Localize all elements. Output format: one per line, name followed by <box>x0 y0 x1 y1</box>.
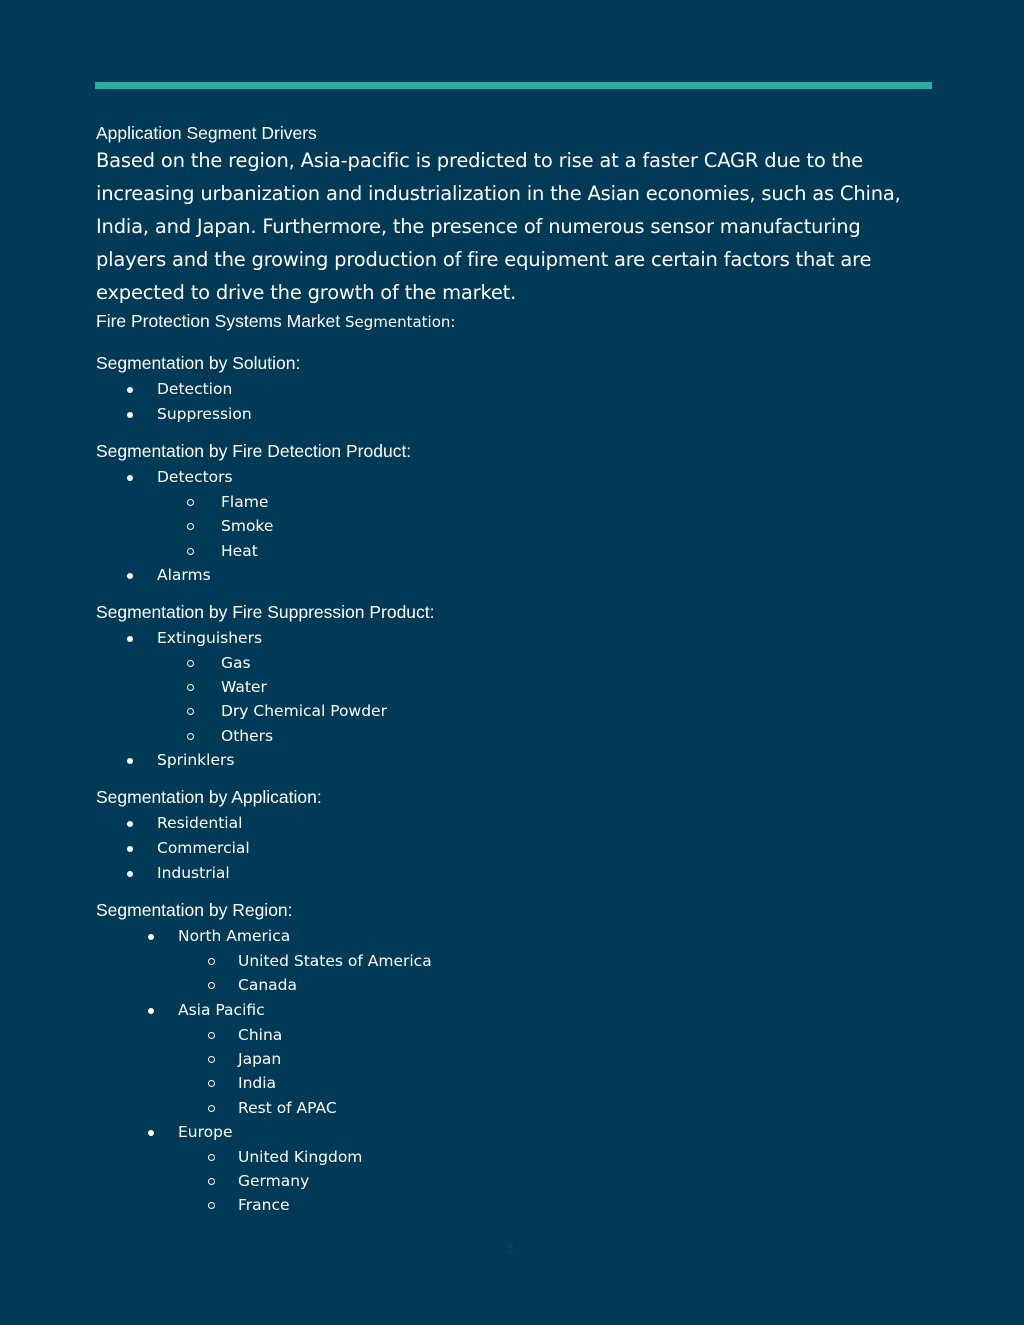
list-item <box>96 1120 936 1218</box>
list-item-label: Commercial <box>157 839 250 858</box>
segmentation-group <box>96 601 936 786</box>
sub-list-item <box>96 514 936 538</box>
sub-list-item <box>96 699 936 723</box>
sub-list-item-label: China <box>238 1025 283 1044</box>
body-paragraph: Based on the region, Asia-pacific is predicted to rise at a faster CAGR due to the increasing urbanization and industrialization in the Asian economies, such as China, India, and Japan. Furthermore, the presence of numerous sensor manufacturing players and the growing production of fire equipment are certain factors that are expected to drive the growth of the market. <box>96 149 901 304</box>
circle-bullet-icon <box>208 1178 215 1185</box>
segmentation-intro-main: Fire Protection Systems Market <box>96 311 341 331</box>
segmentation-intro <box>96 309 936 334</box>
sub-list-item-label: United Kingdom <box>238 1147 363 1166</box>
group-title: Segmentation by Fire Suppression Product: <box>96 601 435 622</box>
sub-list-item <box>96 1023 936 1047</box>
group-title: Segmentation by Fire Detection Product: <box>96 441 412 461</box>
sub-list-item <box>96 1047 936 1071</box>
list-item <box>96 563 936 588</box>
list-item <box>96 748 936 773</box>
circle-bullet-icon <box>208 1154 215 1161</box>
list-item-label: Extinguishers <box>157 628 263 647</box>
list-item <box>96 836 936 861</box>
bullet-list <box>96 377 936 427</box>
list-item <box>96 377 936 402</box>
list-item <box>96 924 936 998</box>
bullet-list <box>96 626 936 773</box>
sub-list-item-label: Rest of APAC <box>238 1098 337 1117</box>
bullet-icon <box>127 871 133 877</box>
sub-list <box>178 1023 936 1120</box>
circle-bullet-icon <box>208 982 215 989</box>
list-item <box>96 998 936 1120</box>
sub-list-item <box>96 1193 936 1217</box>
sub-list <box>157 490 936 563</box>
sub-list-item <box>96 949 936 973</box>
bullet-icon <box>127 387 133 393</box>
circle-bullet-icon <box>187 684 194 691</box>
bullet-icon <box>148 1130 154 1136</box>
sub-list-item-label: United States of America <box>238 952 432 971</box>
sub-list-item-label: Smoke <box>221 517 274 536</box>
sub-list-item-label: Germany <box>238 1172 310 1191</box>
sub-list-item-label: France <box>238 1196 290 1215</box>
page-number: 3 <box>505 1241 514 1257</box>
list-item-label: Detectors <box>157 468 233 486</box>
list-item-label: Europe <box>178 1122 233 1141</box>
bullet-list <box>96 811 936 886</box>
circle-bullet-icon <box>208 958 215 965</box>
circle-bullet-icon <box>208 1032 215 1039</box>
list-item <box>96 811 936 836</box>
sub-list-item-label: Canada <box>238 976 297 995</box>
sub-list-item <box>96 651 936 675</box>
bullet-list <box>96 465 936 588</box>
sub-list-item-label: Japan <box>238 1049 282 1068</box>
bullet-icon <box>127 573 133 579</box>
header-rule <box>95 82 932 89</box>
list-item <box>96 626 936 748</box>
circle-bullet-icon <box>187 733 194 740</box>
sub-list-item <box>96 539 936 563</box>
sub-list-item-label: Gas <box>221 653 251 672</box>
list-item <box>96 465 936 563</box>
circle-bullet-icon <box>208 1080 215 1087</box>
bullet-icon <box>127 758 133 764</box>
sub-list-item <box>96 1145 936 1169</box>
circle-bullet-icon <box>187 523 194 530</box>
list-item <box>96 402 936 427</box>
circle-bullet-icon <box>208 1056 215 1063</box>
bullet-icon <box>127 846 133 852</box>
segmentation-group <box>96 440 936 601</box>
list-item-label: Suppression <box>157 405 252 423</box>
bullet-icon <box>148 1008 154 1014</box>
list-item-label: North America <box>178 927 291 946</box>
list-item-label: Residential <box>157 814 243 833</box>
group-title: Segmentation by Application: <box>96 787 322 808</box>
sub-list-item-label: Heat <box>221 541 258 560</box>
sub-list <box>157 651 936 748</box>
circle-bullet-icon <box>187 708 194 715</box>
segmentation-intro-suffix: Segmentation: <box>344 313 456 331</box>
section-heading: Application Segment Drivers <box>96 123 317 143</box>
sub-list-item-label: Flame <box>221 493 269 511</box>
document-body <box>96 122 936 1218</box>
sub-list-item-label: Others <box>221 726 274 745</box>
sub-list-item <box>96 724 936 748</box>
segmentation-groups <box>96 352 936 1218</box>
list-item-label: Detection <box>157 380 233 398</box>
list-item-label: Asia Pacific <box>178 1000 265 1019</box>
list-item-label: Alarms <box>157 565 211 584</box>
sub-list-item <box>96 1169 936 1193</box>
circle-bullet-icon <box>208 1105 215 1112</box>
circle-bullet-icon <box>187 499 194 506</box>
sub-list-item <box>96 973 936 997</box>
sub-list <box>178 949 936 998</box>
bullet-icon <box>127 821 133 827</box>
bullet-icon <box>127 636 133 642</box>
segmentation-group <box>96 899 936 1218</box>
sub-list-item-label: Water <box>221 678 267 697</box>
list-item <box>96 861 936 886</box>
circle-bullet-icon <box>187 660 194 667</box>
list-item-label: Sprinklers <box>157 751 235 770</box>
circle-bullet-icon <box>187 548 194 555</box>
sub-list <box>178 1145 936 1218</box>
bullet-icon <box>127 412 133 418</box>
sub-list-item <box>96 675 936 699</box>
circle-bullet-icon <box>208 1202 215 1209</box>
sub-list-item <box>96 490 936 514</box>
bullet-icon <box>148 934 154 940</box>
sub-list-item <box>96 1071 936 1095</box>
bullet-icon <box>127 475 133 481</box>
group-title: Segmentation by Solution: <box>96 353 301 373</box>
segmentation-group <box>96 352 936 440</box>
sub-list-item <box>96 1096 936 1120</box>
bullet-list <box>96 924 936 1218</box>
sub-list-item-label: Dry Chemical Powder <box>221 702 387 721</box>
sub-list-item-label: India <box>238 1074 277 1093</box>
group-title: Segmentation by Region: <box>96 900 293 921</box>
list-item-label: Industrial <box>157 864 230 883</box>
segmentation-group <box>96 786 936 899</box>
